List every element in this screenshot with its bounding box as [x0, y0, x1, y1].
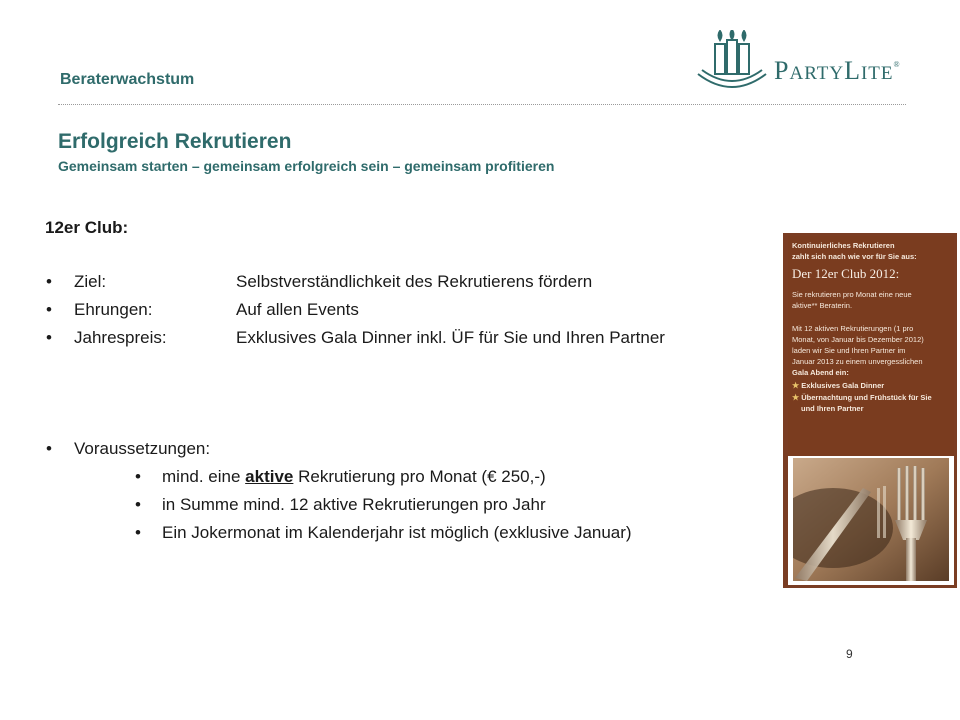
requirement-text: mind. eine aktive Rekrutierung pro Monat (€ 250,-): [162, 467, 546, 486]
flyer-item-cont: und Ihren Partner: [801, 404, 864, 413]
bullet-dot: •: [135, 523, 141, 542]
bullet-dot: •: [46, 300, 52, 319]
bullet-dot: •: [46, 328, 52, 347]
flyer-line: Sie rekrutieren pro Monat eine neue: [792, 290, 912, 299]
bullet-dot: •: [135, 495, 141, 514]
page-title: Erfolgreich Rekrutieren: [58, 130, 292, 153]
bullet-value: Auf allen Events: [236, 300, 359, 319]
bullet-label: Jahrespreis:: [74, 328, 167, 347]
section-label: Beraterwachstum: [60, 71, 195, 88]
flyer-item: ★ Exklusives Gala Dinner: [792, 381, 885, 390]
star-icon: ★: [792, 381, 800, 390]
bullet-dot: •: [46, 439, 52, 458]
flyer-line: Mit 12 aktiven Rekrutierungen (1 pro: [792, 324, 914, 333]
flyer-line: zahlt sich nach wie vor für Sie aus:: [792, 252, 917, 261]
club-heading: 12er Club:: [45, 218, 129, 237]
bullet-label: Voraussetzungen:: [74, 439, 211, 458]
partylite-logo: [696, 30, 910, 90]
cutlery-photo: [793, 458, 949, 581]
header-divider: [58, 104, 906, 105]
bullet-value: Selbstverständlichkeit des Rekrutierens fördern: [236, 272, 593, 291]
club-flyer-image: [783, 233, 957, 588]
flyer-item: ★ Übernachtung und Frühstück für Sie: [792, 393, 932, 402]
page-number: 9: [846, 647, 853, 661]
page-subtitle: Gemeinsam starten – gemeinsam erfolgreich sein – gemeinsam profitieren: [58, 158, 555, 174]
flyer-line: Gala Abend ein:: [792, 368, 849, 377]
star-icon: ★: [792, 393, 800, 402]
logo-wordmark: PARTYLITE®: [774, 56, 901, 85]
requirement-text: in Summe mind. 12 aktive Rekrutierungen pro Jahr: [162, 495, 546, 514]
bullet-label: Ziel:: [74, 272, 107, 291]
flyer-line: Monat, von Januar bis Dezember 2012): [792, 335, 924, 344]
flyer-line: aktive** Beraterin.: [792, 301, 853, 310]
flyer-line: laden wir Sie und Ihren Partner im: [792, 346, 906, 355]
bullet-value: Exklusives Gala Dinner inkl. ÜF für Sie und Ihren Partner: [236, 328, 665, 347]
bullet-dot: •: [46, 272, 52, 291]
bullet-dot: •: [135, 467, 141, 486]
requirement-text: Ein Jokermonat im Kalenderjahr ist möglich (exklusive Januar): [162, 523, 632, 542]
flyer-headline: Der 12er Club 2012:: [792, 266, 900, 281]
candles-icon: [696, 30, 772, 90]
bullet-label: Ehrungen:: [74, 300, 153, 319]
emphasis-active: aktive: [245, 467, 294, 486]
flyer-line: Januar 2013 zu einem unvergesslichen: [792, 357, 923, 366]
flyer-line: Kontinuierliches Rekrutieren: [792, 241, 895, 250]
